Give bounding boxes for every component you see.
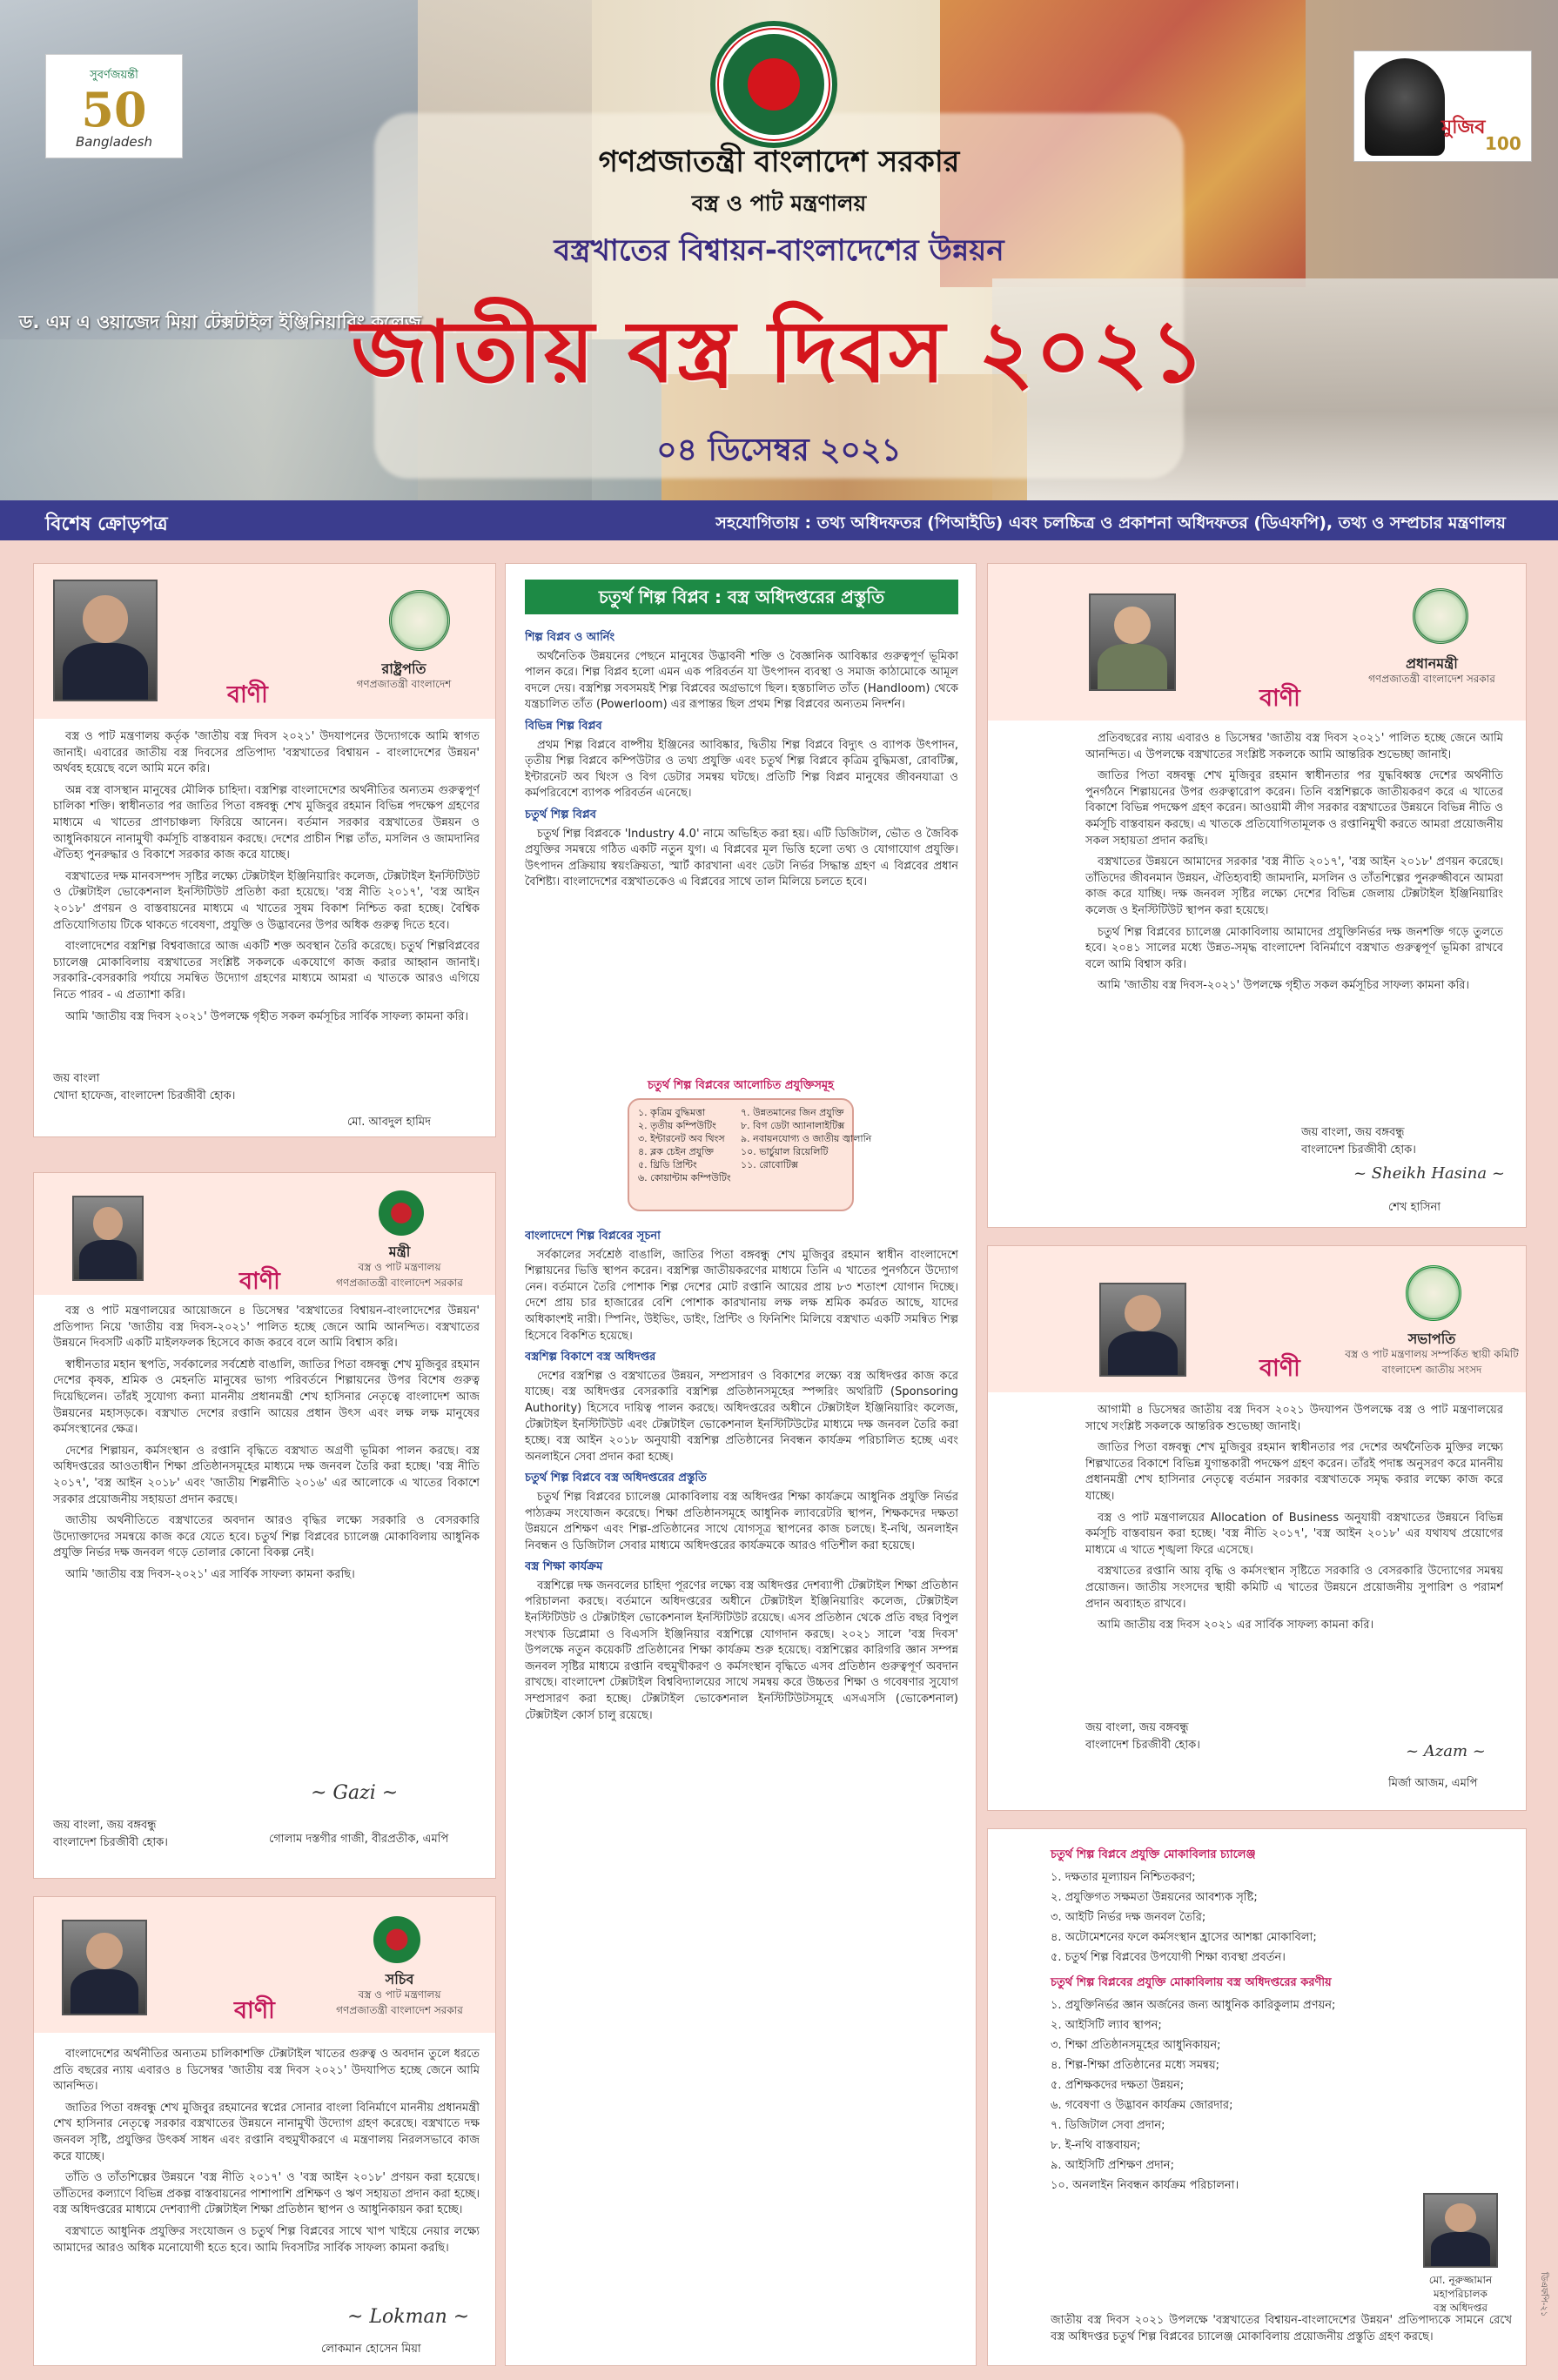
pm-signature-icon: ~ Sheikh Hasina ~ [1353,1164,1505,1183]
article-title: চতুর্থ শিল্প বিপ্লব : বস্ত্র অধিদপ্তরের প্রস্তুতি [525,580,958,614]
tech-caption: চতুর্থ শিল্প বিপ্লবের আলোচিত প্রযুক্তিসমূহ [648,1079,834,1092]
president-seal-icon [389,590,450,651]
secretary-body: বাংলাদেশের অর্থনীতির অন্যতম চালিকাশক্তি টেক্সটাইল খাতের গুরুত্ব ও অবদান তুলে ধরতে প্রতি বছরের ন্যায় এবারও ৪ ডিসেম্বর 'জাতীয় বস্ত্র দিবস ২০২১' উদযাপিত হচ্ছে জেনে আমি আনন্দিত। জাতির পিতা বঙ্গবন্ধু শেখ মুজিবুর রহমানের স্বপ্নের সোনার বাংলা বিনির্মাণে মাননীয় প্রধানমন্ত্রী শেখ হাসিনার নেতৃত্বে সরকার বস্ত্রখাতের উন্নয়নে নানামুখী উদ্যোগ গ্রহণ করেছে। বস্ত্রখাতে দক্ষ জনবল সৃষ্টি, প্রযুক্তির উৎকর্ষ সাধন এবং রপ্তানি বহুমুখীকরণে এ মন্ত্রণালয় নিরলসভাবে কাজ করে যাচ্ছে। তাঁতি ও তাঁতশিল্পের উন্নয়নে 'বস্ত্র নীতি ২০১৭' ও 'বস্ত্র আইন ২০১৮' প্রণয়ন করা হয়েছে। তাঁতিদের কল্যাণে বিভিন্ন প্রকল্প বাস্তবায়নের পাশাপাশি প্রশিক্ষণ ও ঋণ সহায়তা প্রদান করা হচ্ছে। বস্ত্র অধিদপ্তরের মাধ্যমে দেশব্যাপী টেক্সটাইল শিক্ষা প্রতিষ্ঠান স্থাপন ও আধুনিকায়ন করা হচ্ছে। বস্ত্রখাতে আধুনিক প্রযুক্তির সংযোজন ও চতুর্থ শিল্প বিপ্লবের সাথে খাপ খাইয়ে নেয়ার লক্ষ্যে আমাদের আরও অধিক মনোযোগী হতে হবে। আমি দিবসটির সার্বিক সাফল্য কামনা করছি। [53,2048,480,2255]
logo-right-text: মুজিব [1441,117,1486,138]
supplement-body [0,540,1558,2380]
article-part-1: শিল্প বিপ্লব ও আর্নিং অর্থনৈতিক উন্নয়নের পেছনে মানুষের উদ্ভাবনী শক্তি ও বৈজ্ঞানিক আবিষ্কার গুরুত্বপূর্ণ ভূমিকা পালন করে। শিল্প বিপ্লব হলো এমন এক পরিবর্তন যা উৎপাদন ব্যবস্থা ও সমাজ কাঠামোকে আমূল বদলে দেয়। বস্ত্রশিল্প সবসময়ই শিল্প বিপ্লবের অগ্রভাগে ছিল। হস্তচালিত তাঁত (Handloom) থেকে যন্ত্রচালিত তাঁত (Powerloom) এর রূপান্তর ছিল প্রথম শিল্প বিপ্লবের অন্যতম নিদর্শন। বিভিন্ন শিল্প বিপ্লব প্রথম শিল্প বিপ্লবে বাষ্পীয় ইঞ্জিনের আবিষ্কার, দ্বিতীয় শিল্প বিপ্লবে বিদ্যুৎ ও ব্যাপক উৎপাদন, তৃতীয় শিল্প বিপ্লবে কম্পিউটার ও তথ্য প্রযুক্তি এবং চতুর্থ শিল্প বিপ্লবে কৃত্রিম বুদ্ধিমত্তা, রোবটিক্স, ইন্টারনেট অব থিংস ও বিগ ডেটার সমন্বয় ঘটছে। প্রতিটি শিল্প বিপ্লব মানুষের জীবনযাত্রা ও কর্মপরিবেশে ব্যাপক পরিবর্তন এনেছে। চতুর্থ শিল্প বিপ্লব চতুর্থ শিল্প বিপ্লবকে 'Industry 4.0' নামে অভিহিত করা হয়। এটি ডিজিটাল, ভৌত ও জৈবিক প্রযুক্তির সমন্বয়ে গঠিত একটি নতুন যুগ। এ বিপ্লবের মূল ভিত্তি হলো তথ্য ও যোগাযোগ প্রযুক্তি। উৎপাদন প্রক্রিয়ায় স্বয়ংক্রিয়তা, স্মার্ট কারখানা এবং ডেটা নির্ভর সিদ্ধান্ত গ্রহণ এ বিপ্লবের প্রধান বৈশিষ্ট্য। বাংলাদেশের বস্ত্রখাতকেও এ বিপ্লবের সাথে তাল মিলিয়ে চলতে হবে। [525,631,958,889]
chair-heading: বাণী [1259,1355,1300,1382]
college-caption: ড. এম এ ওয়াজেদ মিয়া টেক্সটাইল ইঞ্জিনিয়ারিং কলেজ [19,312,422,332]
president-photo [53,580,158,701]
tech-list-box: ১. কৃত্রিম বুদ্ধিমত্তা ২. তৃতীয় কম্পিউটিং ৩. ইন্টারনেট অব থিংস ৪. ব্লক চেইন প্রযুক্তি ৫. থ্রিডি প্রিন্টিং ৬. কোয়ান্টাম কম্পিউটিং ৭. উন্নতমানের জিন প্রযুক্তি ৮. বিগ ডেটা অ্যানালাইটিক্স ৯. নবায়নযোগ্য ও জাতীয় জ্বালানি ১০. ভার্চুয়াল রিয়েলিটি ১১. রোবোটিক্স [628,1098,854,1211]
chair-message [987,1245,1527,1811]
pm-closing: জয় বাংলা, জয় বঙ্গবন্ধু [1301,1126,1405,1139]
minister-body: বস্ত্র ও পাট মন্ত্রণালয়ের আয়োজনে ৪ ডিসেম্বর 'বস্ত্রখাতের বিশ্বায়ন-বাংলাদেশের উন্নয়ন' প্রতিপাদ্য নিয়ে 'জাতীয় বস্ত্র দিবস-২০২১' পালিত হচ্ছে জেনে আমি আনন্দিত। বস্ত্রখাতের উন্নয়নে দিবসটি একটি মাইলফলক হিসেবে কাজ করবে বলে আমি বিশ্বাস করি। স্বাধীনতার মহান স্থপতি, সর্বকালের সর্বশ্রেষ্ঠ বাঙালি, জাতির পিতা বঙ্গবন্ধু শেখ মুজিবুর রহমান দেশের কৃষক, শ্রমিক ও মেহনতি মানুষের ভাগ্য পরিবর্তনে শিল্পায়নের উপর বিশেষ গুরুত্ব দিয়েছিলেন। তাঁরই সুযোগ্য কন্যা মাননীয় প্রধানমন্ত্রী শেখ হাসিনার নেতৃত্বে বাংলাদেশ আজ উন্নয়নের মহাসড়কে। বস্ত্রখাত দেশের রপ্তানি আয়ের প্রধান উৎস এবং লক্ষ লক্ষ মানুষের কর্মসংস্থানের ক্ষেত্র। দেশের শিল্পায়ন, কর্মসংস্থান ও রপ্তানি বৃদ্ধিতে বস্ত্রখাত অগ্রণী ভূমিকা পালন করছে। বস্ত্র অধিদপ্তরের আওতাধীন শিক্ষা প্রতিষ্ঠানসমূহের মাধ্যমে দক্ষ জনবল তৈরি করা হচ্ছে। 'বস্ত্র নীতি ২০১৭', 'বস্ত্র আইন ২০১৮' এবং 'জাতীয় শিল্পনীতি ২০১৬' এর আলোকে এ খাতের বিকাশে সরকার প্রয়োজনীয় সহায়তা প্রদান করছে। জাতীয় অর্থনীতিতে বস্ত্রখাতের অবদান আরও বৃদ্ধির লক্ষ্যে সরকারি ও বেসরকারি উদ্যোক্তাদের সমন্বয়ে কাজ করে যেতে হবে। চতুর্থ শিল্প বিপ্লবের চ্যালেঞ্জ মোকাবিলায় আধুনিক প্রযুক্তি নির্ভর দক্ষ জনবল গড়ে তোলার কোনো বিকল্প নেই। আমি 'জাতীয় বস্ত্র দিবস-২০২১' এর সার্বিক সাফল্য কামনা করছি। [53,1304,480,1581]
minister-office-sub: বস্ত্র ও পাট মন্ত্রণালয় [358,1261,441,1273]
minister-office-sub-2: গণপ্রজাতন্ত্রী বাংলাদেশ সরকার [336,1277,463,1289]
logo-right-number: 100 [1485,133,1521,154]
govt-title: গণপ্রজাতন্ত্রী বাংলাদেশ সরকার [598,144,960,179]
chair-office: সভাপতি [1407,1331,1456,1347]
president-heading: বাণী [227,681,268,708]
president-office: রাষ্ট্রপতি [381,660,426,677]
minister-closing-2: বাংলাদেশ চিরজীবী হোক। [53,1836,168,1849]
secretary-photo [62,1920,147,2015]
secretary-seal-icon [373,1916,420,1963]
minister-heading: বাণী [239,1268,280,1295]
minister-message [33,1172,496,1879]
secretary-signature-icon: ~ Lokman ~ [347,2306,470,2328]
logo-left-caption: Bangladesh [76,134,152,150]
pm-photo [1089,593,1176,691]
chair-closing-2: বাংলাদেশ চিরজীবী হোক। [1085,1739,1200,1752]
footer-code: ডিএফপি-২১ [1539,2272,1548,2317]
supplement-label: বিশেষ ক্রোড়পত্র [45,513,168,535]
dg-signer-org: বস্ত্র অধিদপ্তর [1433,2302,1488,2314]
chair-body: আগামী ৪ ডিসেম্বর জাতীয় বস্ত্র দিবস ২০২১ উদযাপন উপলক্ষে বস্ত্র ও পাট মন্ত্রণালয়ের সাথে সংশ্লিষ্ট সকলকে আন্তরিক শুভেচ্ছা জানাই। জাতির পিতা বঙ্গবন্ধু শেখ মুজিবুর রহমান স্বাধীনতার পর দেশের অর্থনৈতিক মুক্তির লক্ষ্যে শিল্পখাতের বিকাশে বিভিন্ন যুগান্তকারী পদক্ষেপ গ্রহণ করেন। তাঁরই পদাঙ্ক অনুসরণ করে মাননীয় প্রধানমন্ত্রী শেখ হাসিনার নেতৃত্বে বর্তমান সরকার বস্ত্রখাতকে সমৃদ্ধ করার লক্ষ্যে কাজ করে যাচ্ছে। বস্ত্র ও পাট মন্ত্রণালয়ের Allocation of Business অনুযায়ী বস্ত্রখাতের উন্নয়নে বিভিন্ন কর্মসূচি বাস্তবায়ন করা হচ্ছে। 'বস্ত্র নীতি ২০১৭', 'বস্ত্র আইন ২০১৮' এর যথাযথ প্রয়োগের মাধ্যমে এ খাতে শৃঙ্খলা ফিরে এসেছে। বস্ত্রখাতের রপ্তানি আয় বৃদ্ধি ও কর্মসংস্থান সৃষ্টিতে সরকারি ও বেসরকারি উদ্যোগের সমন্বয় প্রয়োজন। জাতীয় সংসদের স্থায়ী কমিটি এ খাতের উন্নয়নে প্রয়োজনীয় সুপারিশ ও পরামর্শ প্রদান অব্যাহত রাখবে। আমি জাতীয় বস্ত্র দিবস ২০২১ এর সার্বিক সাফল্য কামনা করি। [1085,1404,1503,1632]
pm-office-sub: গণপ্রজাতন্ত্রী বাংলাদেশ সরকার [1368,673,1495,685]
logo-left-top: সুবর্ণজয়ন্তী [90,69,138,82]
supplement-bar [0,500,1558,540]
minister-photo [72,1196,144,1281]
article-part-2: বাংলাদেশে শিল্প বিপ্লবের সূচনা সর্বকালের সর্বশ্রেষ্ঠ বাঙালি, জাতির পিতা বঙ্গবন্ধু শেখ মুজিবুর রহমান স্বাধীন বাংলাদেশে শিল্পায়নের ভিত্তি স্থাপন করেন। বস্ত্রশিল্প জাতীয়করণের মাধ্যমে তিনি এ খাতের পুনর্গঠনে উদ্যোগ নেন। বর্তমানে তৈরি পোশাক শিল্প দেশের মোট রপ্তানি আয়ের প্রায় ৮৩ শতাংশ যোগান দিচ্ছে। দেশে প্রায় চার হাজারের বেশি পোশাক কারখানায় লক্ষ লক্ষ শ্রমিক কর্মরত আছে, যাদের অধিকাংশই নারী। স্পিনিং, উইভিং, ডাইং, প্রিন্টিং ও ফিনিশিং মিলিয়ে বস্ত্রখাত একটি সমন্বিত শিল্প হিসেবে বিকশিত হয়েছে। বস্ত্রশিল্প বিকাশে বস্ত্র অধিদপ্তর দেশের বস্ত্রশিল্প ও বস্ত্রখাতের উন্নয়ন, সম্প্রসারণ ও বিকাশের লক্ষ্যে বস্ত্র অধিদপ্তর কাজ করে যাচ্ছে। বস্ত্র অধিদপ্তর বেসরকারি বস্ত্রশিল্প প্রতিষ্ঠানসমূহের স্পন্সরিং অথরিটি (Sponsoring Authority) হিসেবে দায়িত্ব পালন করছে। অধিদপ্তরের অধীনে টেক্সটাইল ইঞ্জিনিয়ারিং কলেজ, টেক্সটাইল ইনস্টিটিউট এবং টেক্সটাইল ভোকেশনাল ইনস্টিটিউটের মাধ্যমে দক্ষ জনবল তৈরি করা হচ্ছে। বস্ত্র আইন ২০১৮ অনুযায়ী বস্ত্রশিল্প প্রতিষ্ঠানের নিবন্ধন কার্যক্রম পরিচালিত হচ্ছে এবং অনলাইনে সেবা প্রদান করা হচ্ছে। চতুর্থ শিল্প বিপ্লবে বস্ত্র অধিদপ্তরের প্রস্তুতি চতুর্থ শিল্প বিপ্লবের চ্যালেঞ্জ মোকাবিলায় বস্ত্র অধিদপ্তর শিক্ষা কার্যক্রমে আধুনিক প্রযুক্তি নির্ভর পাঠ্যক্রম সংযোজন করেছে। শিক্ষা প্রতিষ্ঠানসমূহে আধুনিক ল্যাবরেটরি স্থাপন, শিক্ষকদের দক্ষতা উন্নয়নে প্রশিক্ষণ এবং শিল্প-প্রতিষ্ঠানের সাথে যোগসূত্র স্থাপনের কাজ চলছে। ই-নথি, অনলাইন নিবন্ধন ও ডিজিটাল সেবার মাধ্যমে অধিদপ্তরের কার্যক্রমকে আরও গতিশীল করা হয়েছে। বস্ত্র শিক্ষা কার্যক্রম বস্ত্রশিল্পে দক্ষ জনবলের চাহিদা পূরণের লক্ষ্যে বস্ত্র অধিদপ্তর দেশব্যাপী টেক্সটাইল শিক্ষা প্রতিষ্ঠান পরিচালনা করছে। বর্তমানে অধিদপ্তরের অধীনে টেক্সটাইল ইঞ্জিনিয়ারিং কলেজ, টেক্সটাইল ইনস্টিটিউট ও টেক্সটাইল ভোকেশনাল ইনস্টিটিউট রয়েছে। এসব প্রতিষ্ঠান থেকে প্রতি বছর বিপুল সংখ্যক ডিপ্লোমা ও বিএসসি ইঞ্জিনিয়ার বস্ত্রশিল্পে যোগদান করছে। ২০২১ সালে 'বস্ত্র দিবস' উপলক্ষে নতুন কয়েকটি প্রতিষ্ঠানের শিক্ষা কার্যক্রম শুরু হয়েছে। বস্ত্রশিল্পের কারিগরি জ্ঞান সম্পন্ন জনবল সৃষ্টির মাধ্যমে রপ্তানি বহুমুখীকরণ ও কর্মসংস্থান বৃদ্ধিতে এসব প্রতিষ্ঠান গুরুত্বপূর্ণ অবদান রাখছে। বাংলাদেশ টেক্সটাইল বিশ্ববিদ্যালয়ের সাথে সমন্বয় করে উচ্চতর শিক্ষা ও গবেষণার সুযোগ সম্প্রসারণ করা হচ্ছে। টেক্সটাইল ভোকেশনাল ইনস্টিটিউটসমূহে এসএসসি (ভোকেশনাল) টেক্সটাইল কোর্স চালু রয়েছে। [525,1230,958,1722]
dg-signer: মো. নূরুজ্জামান [1428,2274,1493,2286]
chair-office-sub-2: বাংলাদেশ জাতীয় সংসদ [1381,1364,1482,1376]
main-title: জাতীয় বস্ত্র দিবস ২০২১ [351,302,1207,402]
president-closing: জয় বাংলা [53,1072,100,1085]
chair-signer: মির্জা আজম, এমপি [1388,1777,1478,1790]
ministry-name: বস্ত্র ও পাট মন্ত্রণালয় [691,191,867,216]
cooperation-credit: সহযোগিতায় : তথ্য অধিদফতর (পিআইডি) এবং চলচ্চিত্র ও প্রকাশনা অধিদফতর (ডিএফপি), তথ্য ও সম্প্রচার মন্ত্রণালয় [715,513,1506,533]
dg-lists: চতুর্থ শিল্প বিপ্লবে প্রযুক্তি মোকাবিলার চ্যালেঞ্জ ১. দক্ষতার মূল্যায়ন নিশ্চিতকরণ; ২. প্রযুক্তিগত সক্ষমতা উন্নয়নের আবশ্যক সৃষ্টি; ৩. আইটি নির্ভর দক্ষ জনবল তৈরি; ৪. অটোমেশনের ফলে কর্মসংস্থান হ্রাসের আশঙ্কা মোকাবিলা; ৫. চতুর্থ শিল্প বিপ্লবের উপযোগী শিক্ষা ব্যবস্থা প্রবর্তন। চতুর্থ শিল্প বিপ্লবের প্রযুক্তি মোকাবিলায় বস্ত্র অধিদপ্তরের করণীয় ১. প্রযুক্তিনির্ভর জ্ঞান অর্জনের জন্য আধুনিক কারিকুলাম প্রণয়ন; ২. আইসিটি ল্যাব স্থাপন; ৩. শিক্ষা প্রতিষ্ঠানসমূহের আধুনিকায়ন; ৪. শিল্প-শিক্ষা প্রতিষ্ঠানের মধ্যে সমন্বয়; ৫. প্রশিক্ষকদের দক্ষতা উন্নয়ন; ৬. গবেষণা ও উদ্ভাবন কার্যক্রম জোরদার; ৭. ডিজিটাল সেবা প্রদান; ৮. ই-নথি বাস্তবায়ন; ৯. আইসিটি প্রশিক্ষণ প্রদান; ১০. অনলাইন নিবন্ধন কার্যক্রম পরিচালনা। [1051,1848,1336,2192]
pm-closing-2: বাংলাদেশ চিরজীবী হোক। [1301,1143,1416,1156]
pm-signer: শেখ হাসিনা [1388,1201,1441,1214]
secretary-office: সচিব [385,1971,414,1988]
logo-left-number: 50 [81,82,147,137]
minister-seal-icon [379,1190,424,1236]
dg-photo [1423,2193,1498,2268]
dg-closing-para: জাতীয় বস্ত্র দিবস ২০২১ উপলক্ষে 'বস্ত্রখাতের বিশ্বায়ন-বাংলাদেশের উন্নয়ন' প্রতিপাদ্যকে সামনে রেখে বস্ত্র অধিদপ্তর চতুর্থ শিল্প বিপ্লবের চ্যালেঞ্জ মোকাবিলায় প্রয়োজনীয় প্রস্তুতি গ্রহণ করছে। [1051,2314,1512,2343]
chair-photo [1099,1283,1186,1377]
president-message [33,563,496,1137]
secretary-heading: বাণী [234,1997,275,2024]
secretary-office-sub: বস্ত্র ও পাট মন্ত্রণালয় [358,1988,441,2001]
dg-section [987,1828,1527,2366]
president-office-sub: গণপ্রজাতন্ত্রী বাংলাদেশ [356,678,452,690]
pm-seal-icon [1413,588,1468,644]
pm-heading: বাণী [1259,685,1300,712]
minister-office: মন্ত্রী [388,1244,411,1260]
minister-closing: জয় বাংলা, জয় বঙ্গবন্ধু [53,1819,157,1832]
dg-signer-title: মহাপরিচালক [1434,2288,1487,2300]
chair-signature-icon: ~ Azam ~ [1406,1742,1486,1760]
chair-seal-icon [1406,1265,1461,1321]
government-emblem-icon [692,19,856,150]
pm-body: প্রতিবছরের ন্যায় এবারও ৪ ডিসেম্বর 'জাতীয় বস্ত্র দিবস ২০২১' পালিত হচ্ছে জেনে আমি আনন্দিত। এ উপলক্ষে বস্ত্রখাতের সংশ্লিষ্ট সকলকে আমি আন্তরিক শুভেচ্ছা জানাই। জাতির পিতা বঙ্গবন্ধু শেখ মুজিবুর রহমান স্বাধীনতার পর যুদ্ধবিধ্বস্ত দেশের অর্থনীতি পুনর্গঠনে শিল্পায়নের উপর গুরুত্বারোপ করেন। তিনি বস্ত্রশিল্পকে জাতীয়করণ করে এ খাতের বিকাশে বিভিন্ন পদক্ষেপ গ্রহণ করেন। আওয়ামী লীগ সরকার বস্ত্রখাতের উন্নয়নে বিভিন্ন নীতি ও কর্মসূচি বাস্তবায়ন করছে। এ খাতকে প্রতিযোগিতামূলক ও রপ্তানিমুখী করতে আমরা প্রয়োজনীয় সকল সহায়তা প্রদান করছি। বস্ত্রখাতের উন্নয়নে আমাদের সরকার 'বস্ত্র নীতি ২০১৭', 'বস্ত্র আইন ২০১৮' প্রণয়ন করেছে। তাঁতিদের জীবনমান উন্নয়ন, ঐতিহ্যবাহী জামদানি, মসলিন ও তাঁতশিল্পের পুনরুজ্জীবনে আমরা কাজ করে যাচ্ছি। দক্ষ জনবল সৃষ্টির লক্ষ্যে দেশের বিভিন্ন জেলায় টেক্সটাইল ইঞ্জিনিয়ারিং কলেজ ও ইনস্টিটিউট স্থাপন করা হয়েছে। চতুর্থ শিল্প বিপ্লবের চ্যালেঞ্জ মোকাবিলায় আমাদের প্রযুক্তিনির্ভর দক্ষ জনশক্তি গড়ে তুলতে হবে। ২০৪১ সালের মধ্যে উন্নত-সমৃদ্ধ বাংলাদেশ বিনির্মাণে বস্ত্রখাত গুরুত্বপূর্ণ ভূমিকা রাখবে বলে আমি বিশ্বাস করি। আমি 'জাতীয় বস্ত্র দিবস-২০২১' উপলক্ষে গৃহীত সকল কর্মসূচির সাফল্য কামনা করি। [1085,732,1503,993]
president-signer: মো. আবদুল হামিদ [347,1116,431,1129]
secretary-office-sub-2: গণপ্রজাতন্ত্রী বাংলাদেশ সরকার [336,2004,463,2016]
president-closing-2: খোদা হাফেজ, বাংলাদেশ চিরজীবী হোক। [53,1089,236,1103]
event-date: ০৪ ডিসেম্বর ২০২১ [656,432,902,468]
chair-closing: জয় বাংলা, জয় বঙ্গবন্ধু [1085,1721,1189,1734]
minister-signature-icon: ~ Gazi ~ [311,1782,399,1804]
secretary-signer: লোকমান হোসেন মিয়া [321,2343,421,2356]
article-panel [505,563,977,2366]
header-banner [0,0,1558,500]
secretary-message [33,1896,496,2366]
pm-message [987,563,1527,1228]
minister-signer: গোলাম দস্তগীর গাজী, বীরপ্রতীক, এমপি [269,1833,449,1846]
slogan: বস্ত্রখাতের বিশ্বায়ন-বাংলাদেশের উন্নয়ন [554,233,1004,268]
chair-office-sub: বস্ত্র ও পাট মন্ত্রণালয় সম্পর্কিত স্থায়ী কমিটি [1345,1348,1519,1360]
president-body: বস্ত্র ও পাট মন্ত্রণালয় কর্তৃক 'জাতীয় বস্ত্র দিবস ২০২১' উদযাপনের উদ্যোগকে আমি স্বাগত জানাই। এবারের জাতীয় বস্ত্র দিবসের প্রতিপাদ্য 'বস্ত্রখাতের বিশ্বায়ন - বাংলাদেশের উন্নয়ন' অর্থবহ হয়েছে বলে আমি মনে করি। অন্ন বস্ত্র বাসস্থান মানুষের মৌলিক চাহিদা। বস্ত্রশিল্প বাংলাদেশের অর্থনীতির অন্যতম গুরুত্বপূর্ণ চালিকা শক্তি। স্বাধীনতার পর জাতির পিতা বঙ্গবন্ধু শেখ মুজিবুর রহমান বিভিন্ন পদক্ষেপ গ্রহণের মাধ্যমে এ খাতের প্রাণচাঞ্চল্য ফিরিয়ে আনেন। বর্তমান সরকার বস্ত্রখাতের উন্নয়ন ও আধুনিকায়নে নানামুখী কর্মসূচি বাস্তবায়ন করছে। দেশের প্রাচীন শিল্প তাঁত, মসলিন ও জামদানির ঐতিহ্য পুনরুদ্ধার ও বিকাশে সরকার কাজ করে যাচ্ছে। বস্ত্রখাতের দক্ষ মানবসম্পদ সৃষ্টির লক্ষ্যে টেক্সটাইল ইঞ্জিনিয়ারিং কলেজ, টেক্সটাইল ইনস্টিটিউট ও টেক্সটাইল ভোকেশনাল ইনস্টিটিউট প্রতিষ্ঠা করা হয়েছে। 'বস্ত্র নীতি ২০১৭', 'বস্ত্র আইন ২০১৮' প্রণয়ন ও বাস্তবায়নের মাধ্যমে এ খাতের সুষম বিকাশ নিশ্চিত করা হচ্ছে। বৈশ্বিক প্রতিযোগিতায় টিকে থাকতে গবেষণা, প্রযুক্তি ও উদ্ভাবনের উপর অধিক গুরুত্ব দিতে হবে। বাংলাদেশের বস্ত্রশিল্প বিশ্ববাজারে আজ একটি শক্ত অবস্থান তৈরি করেছে। চতুর্থ শিল্পবিপ্লবের চ্যালেঞ্জ মোকাবিলায় বস্ত্রখাতের সংশ্লিষ্ট সকলকে একযোগে কাজ করার আহ্বান জানাই। সরকারি-বেসরকারি পর্যায়ে সমন্বিত উদ্যোগ গ্রহণের মাধ্যমে আমরা এ খাতকে আরও এগিয়ে নিতে পারব - এ প্রত্যাশা করি। আমি 'জাতীয় বস্ত্র দিবস ২০২১' উপলক্ষে গৃহীত সকল কর্মসূচির সার্বিক সাফল্য কামনা করি। [53,730,480,1023]
pm-office: প্রধানমন্ত্রী [1406,655,1458,672]
